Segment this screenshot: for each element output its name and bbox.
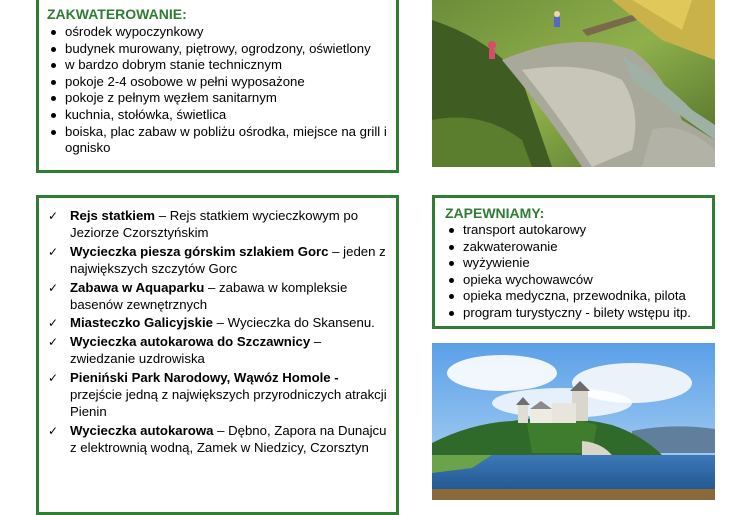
castle-photo bbox=[432, 343, 715, 500]
list-item: ✓ Miasteczko Galicyjskie – Wycieczka do Skansenu. bbox=[48, 315, 375, 331]
program-list bbox=[42, 208, 390, 457]
list-item: boiska, plac zabaw w pobliżu ośrodka, miejsce na grill i ognisko bbox=[47, 124, 392, 157]
provide-box bbox=[432, 195, 715, 329]
list-item: transport autokarowy bbox=[445, 222, 712, 239]
accommodation-heading: ZAKWATEROWANIE: bbox=[47, 6, 187, 22]
accommodation-box bbox=[36, 0, 399, 173]
list-item: ✓ Rejs statkiem – Rejs statkiem wycieczkowym po Jeziorze Czorsztyńskim bbox=[48, 208, 359, 240]
list-item: pokoje z pełnym węzłem sanitarnym bbox=[47, 90, 392, 107]
list-item: ✓ Wycieczka piesza górskim szlakiem Gorc – jeden z największych szczytów Gorc bbox=[48, 243, 386, 276]
list-item: ✓ Wycieczka autokarowa – Dębno, Zapora na Dunajcu z elektrownią wodną, Zamek w Niedzicy, Czorsztyn bbox=[48, 422, 387, 455]
program-box bbox=[36, 195, 399, 515]
checkmark-icon: ✓ bbox=[48, 280, 59, 295]
checkmark-icon: ✓ bbox=[48, 209, 59, 223]
list-item: ✓ Wycieczka autokarowa do Szczawnicy – zwiedzanie uzdrowiska bbox=[48, 334, 322, 367]
provide-list bbox=[445, 222, 712, 322]
list-item: w bardzo dobrym stanie technicznym bbox=[47, 57, 392, 74]
accommodation-list bbox=[47, 24, 392, 157]
list-item: pokoje 2-4 osobowe w pełni wyposażone bbox=[47, 74, 392, 91]
checkmark-icon: ✓ bbox=[48, 335, 59, 350]
list-item: kuchnia, stołówka, świetlica bbox=[47, 107, 392, 124]
list-item: ✓ Zabawa w Aquaparku – zabawa w kompleksie basenów zewnętrznych bbox=[48, 279, 348, 312]
list-item: budynek murowany, piętrowy, ogrodzony, oświetlony bbox=[47, 41, 392, 58]
list-item: ośrodek wypoczynkowy bbox=[47, 24, 392, 41]
checkmark-icon: ✓ bbox=[48, 316, 59, 331]
provide-heading: ZAPEWNIAMY: bbox=[445, 205, 545, 221]
list-item: ✓ Pieniński Park Narodowy, Wąwóz Homole - przejście jedną z największych przyrodniczych atrakcji Pienin bbox=[48, 370, 387, 419]
list-item: program turystyczny - bilety wstępu itp. bbox=[445, 305, 712, 322]
checkmark-icon: ✓ bbox=[48, 244, 59, 259]
list-item: wyżywienie bbox=[445, 255, 712, 272]
gorge-photo bbox=[432, 0, 715, 167]
list-item: opieka wychowawców bbox=[445, 272, 712, 289]
list-item: zakwaterowanie bbox=[445, 239, 712, 256]
checkmark-icon: ✓ bbox=[48, 423, 59, 438]
checkmark-icon: ✓ bbox=[48, 371, 59, 386]
list-item: opieka medyczna, przewodnika, pilota bbox=[445, 288, 712, 305]
